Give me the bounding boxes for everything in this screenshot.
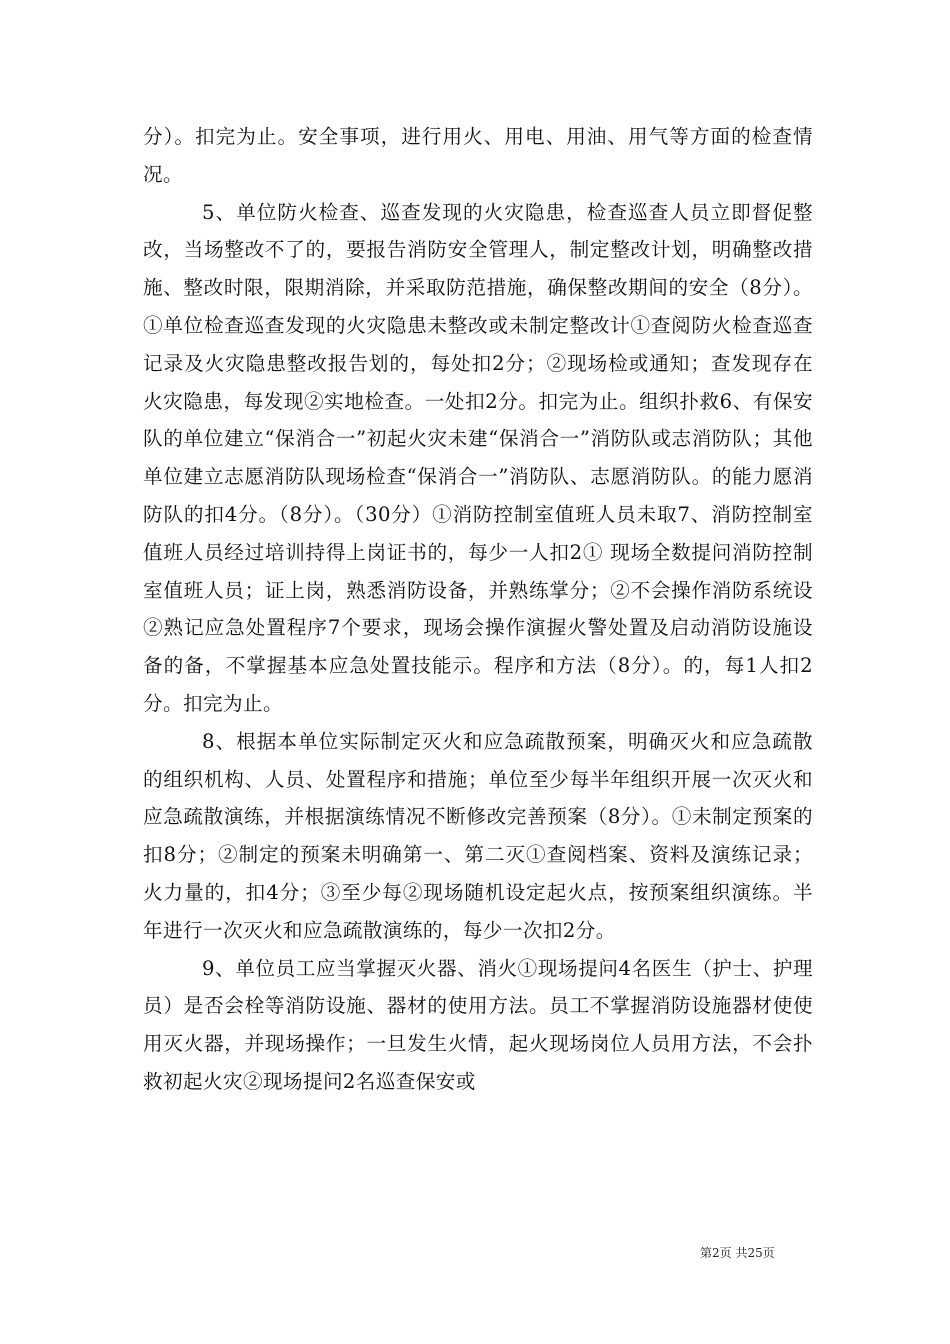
total-page-count: 25 — [747, 1246, 763, 1260]
document-body — [143, 118, 813, 1101]
page-number-footer — [700, 1245, 820, 1261]
footer-prefix: 第 — [700, 1246, 713, 1260]
paragraph: 5、单位防火检查、巡查发现的火灾隐患，检查巡查人员立即督促整改，当场整改不了的，要报告消防安全管理人，制定整改计划，明确整改措施、整改时限，限期消除，并采取防范措施，确保整改期间的安全（8分）。①单位检查巡查发现的火灾隐患未整改或未制定整改计①查阅防火检查巡查记录及火灾隐患整改报告划的，每处扣2分；②现场检或通知；查发现存在火灾隐患，每发现②实地检查。一处扣2分。扣完为止。组织扑救6、有保安队的单位建立“保消合一”初起火灾未建“保消合一”消防队或志消防队；其他单位建立志愿消防队现场检查“保消合一”消防队、志愿消防队。的能力愿消防队的扣4分。（8分）。（30分）①消防控制室值班人员未取7、消防控制室值班人员经过培训持得上岗证书的，每少一人扣2① 现场全数提问消防控制室值班人员；证上岗，熟悉消防设备，并熟练掌分；②不会操作消防系统设②熟记应急处置程序7个要求，现场会操作演握火警处置及启动消防设施设备的备，不掌握基本应急处置技能示。程序和方法（8分）。的，每1人扣2分。扣完为止。 — [143, 200, 813, 715]
current-page-number: 2 — [712, 1246, 720, 1260]
paragraph: 分）。扣完为止。安全事项，进行用火、用电、用油、用气等方面的检查情况。 — [143, 125, 813, 186]
footer-middle: 页 共 — [719, 1246, 748, 1260]
paragraph: 9、单位员工应当掌握灭火器、消火①现场提问4名医生（护士、护理员）是否会栓等消防设施、器材的使用方法。员工不掌握消防设施器材使使用灭火器，并现场操作；一旦发生火情，起火现场岗位人员用方法，不会扑救初起火灾②现场提问2名巡查保安或 — [143, 956, 813, 1093]
paragraph: 8、根据本单位实际制定灭火和应急疏散预案，明确灭火和应急疏散的组织机构、人员、处置程序和措施；单位至少每半年组织开展一次灭火和应急疏散演练，并根据演练情况不断修改完善预案（8分）。①未制定预案的扣8分；②制定的预案未明确第一、第二灭①查阅档案、资料及演练记录；火力量的，扣4分；③至少每②现场随机设定起火点，按预案组织演练。半年进行一次灭火和应急疏散演练的，每少一次扣2分。 — [143, 729, 813, 942]
footer-suffix: 页 — [762, 1246, 775, 1260]
